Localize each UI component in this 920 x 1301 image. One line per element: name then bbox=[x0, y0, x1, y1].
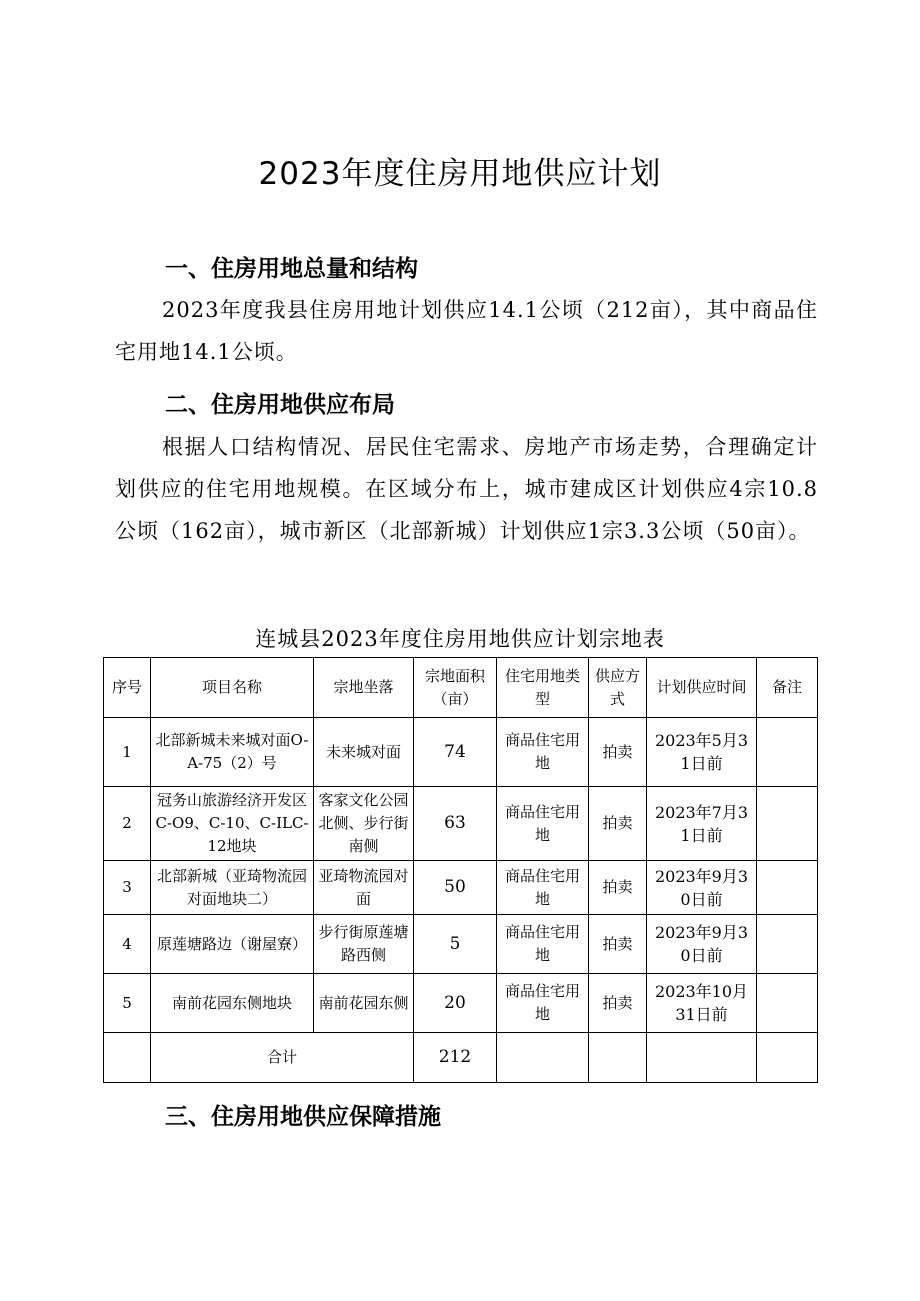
cell-total-blank bbox=[647, 1033, 757, 1083]
cell-land-type: 商品住宅用地 bbox=[497, 861, 589, 915]
cell-index: 2 bbox=[104, 787, 151, 861]
cell-total-blank bbox=[497, 1033, 589, 1083]
cell-location: 未来城对面 bbox=[314, 718, 414, 787]
cell-supply-method: 拍卖 bbox=[589, 787, 647, 861]
table-title: 连城县2023年度住房用地供应计划宗地表 bbox=[255, 627, 665, 651]
cell-supply-method: 拍卖 bbox=[589, 718, 647, 787]
cell-location: 客家文化公园北侧、步行街南侧 bbox=[314, 787, 414, 861]
cell-index: 1 bbox=[104, 718, 151, 787]
cell-location: 步行街原莲塘路西侧 bbox=[314, 915, 414, 974]
cell-project-name: 南前花园东侧地块 bbox=[151, 974, 314, 1033]
cell-project-name: 北部新城未来城对面O-A-75（2）号 bbox=[151, 718, 314, 787]
section-paragraph-1: 2023年度我县住房用地计划供应14.1公顷（212亩），其中商品住宅用地14.1公顷。 bbox=[115, 298, 818, 364]
table-row bbox=[104, 974, 818, 1033]
cell-land-type: 商品住宅用地 bbox=[497, 974, 589, 1033]
cell-remarks bbox=[757, 915, 818, 974]
header-index: 序号 bbox=[104, 658, 151, 718]
cell-area: 63 bbox=[414, 787, 497, 861]
cell-total-blank bbox=[589, 1033, 647, 1083]
cell-remarks bbox=[757, 974, 818, 1033]
cell-index: 5 bbox=[104, 974, 151, 1033]
cell-supply-time: 2023年5月31日前 bbox=[647, 718, 757, 787]
header-remarks: 备注 bbox=[757, 658, 818, 718]
cell-area: 20 bbox=[414, 974, 497, 1033]
cell-index: 4 bbox=[104, 915, 151, 974]
cell-supply-time: 2023年9月30日前 bbox=[647, 861, 757, 915]
cell-project-name: 北部新城（亚琦物流园对面地块二） bbox=[151, 861, 314, 915]
section-paragraph-2: 根据人口结构情况、居民住宅需求、房地产市场走势，合理确定计划供应的住宅用地规模。在区域分布上，城市建成区计划供应4宗10.8公顷（162亩），城市新区（北部新城）计划供应1宗3.3公顷（50亩）。 bbox=[115, 435, 818, 543]
cell-remarks bbox=[757, 861, 818, 915]
cell-land-type: 商品住宅用地 bbox=[497, 915, 589, 974]
table-header-row bbox=[104, 658, 818, 718]
section-heading-3: 三、住房用地供应保障措施 bbox=[165, 1104, 441, 1130]
table-total-row bbox=[104, 1033, 818, 1083]
cell-supply-method: 拍卖 bbox=[589, 861, 647, 915]
header-area: 宗地面积（亩） bbox=[414, 658, 497, 718]
cell-remarks bbox=[757, 787, 818, 861]
document-title: 2023年度住房用地供应计划 bbox=[258, 156, 662, 192]
cell-total-blank bbox=[757, 1033, 818, 1083]
table-row bbox=[104, 915, 818, 974]
total-label: 合计 bbox=[151, 1033, 414, 1083]
cell-project-name: 原莲塘路边（谢屋寮） bbox=[151, 915, 314, 974]
cell-location: 亚琦物流园对面 bbox=[314, 861, 414, 915]
cell-supply-method: 拍卖 bbox=[589, 915, 647, 974]
cell-supply-time: 2023年7月31日前 bbox=[647, 787, 757, 861]
table-row bbox=[104, 718, 818, 787]
header-project-name: 项目名称 bbox=[151, 658, 314, 718]
table-row bbox=[104, 861, 818, 915]
header-location: 宗地坐落 bbox=[314, 658, 414, 718]
section-heading-1: 一、住房用地总量和结构 bbox=[165, 256, 418, 282]
land-supply-table bbox=[103, 657, 818, 1083]
cell-land-type: 商品住宅用地 bbox=[497, 787, 589, 861]
header-land-type: 住宅用地类型 bbox=[497, 658, 589, 718]
header-supply-method: 供应方式 bbox=[589, 658, 647, 718]
cell-supply-time: 2023年9月30日前 bbox=[647, 915, 757, 974]
cell-remarks bbox=[757, 718, 818, 787]
cell-area: 5 bbox=[414, 915, 497, 974]
cell-index: 3 bbox=[104, 861, 151, 915]
cell-project-name: 冠务山旅游经济开发区C-O9、C-10、C-ILC-12地块 bbox=[151, 787, 314, 861]
table-row bbox=[104, 787, 818, 861]
total-value: 212 bbox=[414, 1033, 497, 1083]
section-heading-2: 二、住房用地供应布局 bbox=[165, 392, 395, 418]
cell-supply-method: 拍卖 bbox=[589, 974, 647, 1033]
cell-area: 50 bbox=[414, 861, 497, 915]
cell-land-type: 商品住宅用地 bbox=[497, 718, 589, 787]
cell-location: 南前花园东侧 bbox=[314, 974, 414, 1033]
cell-total-blank bbox=[104, 1033, 151, 1083]
cell-area: 74 bbox=[414, 718, 497, 787]
header-supply-time: 计划供应时间 bbox=[647, 658, 757, 718]
cell-supply-time: 2023年10月31日前 bbox=[647, 974, 757, 1033]
